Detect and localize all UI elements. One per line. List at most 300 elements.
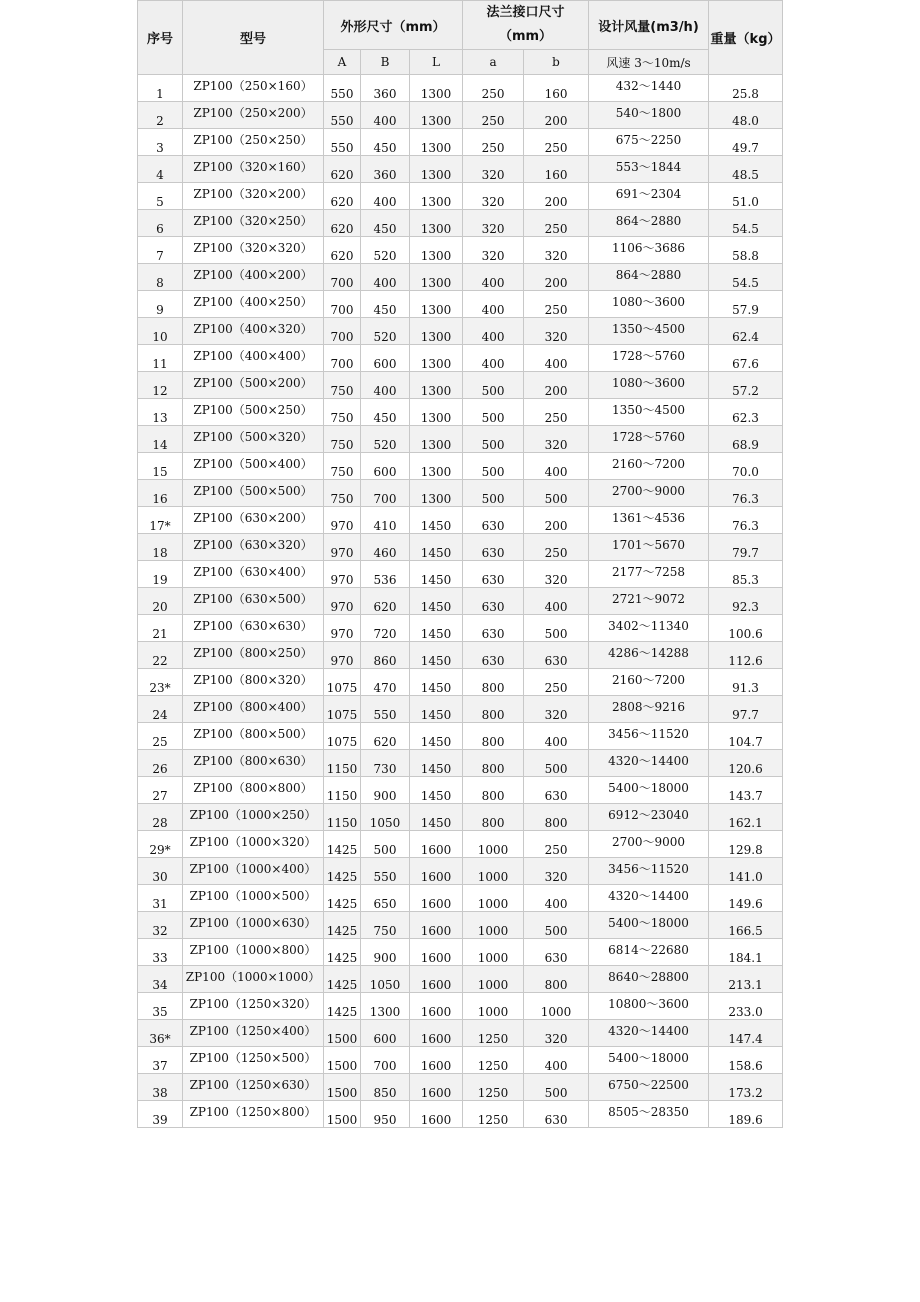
row-b: 800	[524, 966, 589, 993]
header-weight: 重量（kg）	[709, 1, 783, 75]
row-no: 36*	[138, 1020, 183, 1047]
row-b: 200	[524, 102, 589, 129]
row-no: 21	[138, 615, 183, 642]
row-L: 1450	[410, 615, 463, 642]
row-L: 1300	[410, 156, 463, 183]
row-b: 400	[524, 885, 589, 912]
row-b: 160	[524, 156, 589, 183]
row-L: 1600	[410, 1047, 463, 1074]
row-b: 400	[524, 588, 589, 615]
row-a: 1250	[463, 1101, 524, 1128]
row-B: 520	[361, 426, 410, 453]
row-model: ZP100（500×500）	[183, 480, 324, 507]
table-row	[138, 102, 783, 129]
row-A: 700	[324, 264, 361, 291]
row-B: 400	[361, 183, 410, 210]
row-A: 1075	[324, 696, 361, 723]
row-b: 400	[524, 1047, 589, 1074]
row-L: 1600	[410, 912, 463, 939]
row-a: 630	[463, 615, 524, 642]
row-a: 1250	[463, 1020, 524, 1047]
row-model: ZP100（630×320）	[183, 534, 324, 561]
row-B: 620	[361, 723, 410, 750]
row-A: 1425	[324, 885, 361, 912]
row-airflow: 5400～18000	[589, 912, 709, 939]
row-b: 320	[524, 1020, 589, 1047]
row-B: 900	[361, 939, 410, 966]
row-A: 1075	[324, 669, 361, 696]
row-weight: 166.5	[709, 912, 783, 939]
row-A: 750	[324, 480, 361, 507]
row-A: 750	[324, 399, 361, 426]
row-B: 600	[361, 453, 410, 480]
row-B: 360	[361, 75, 410, 102]
row-model: ZP100（630×200）	[183, 507, 324, 534]
row-B: 536	[361, 561, 410, 588]
header-flange	[463, 1, 589, 50]
row-B: 550	[361, 696, 410, 723]
header-a: a	[463, 50, 524, 75]
row-a: 630	[463, 588, 524, 615]
row-weight: 184.1	[709, 939, 783, 966]
row-no: 18	[138, 534, 183, 561]
row-weight: 67.6	[709, 345, 783, 372]
row-a: 500	[463, 372, 524, 399]
row-L: 1300	[410, 480, 463, 507]
row-no: 23*	[138, 669, 183, 696]
table-row	[138, 318, 783, 345]
row-no: 13	[138, 399, 183, 426]
row-b: 1000	[524, 993, 589, 1020]
row-b: 320	[524, 561, 589, 588]
row-b: 630	[524, 642, 589, 669]
row-no: 8	[138, 264, 183, 291]
header-model: 型号	[183, 1, 324, 75]
row-airflow: 4320～14400	[589, 1020, 709, 1047]
row-B: 400	[361, 102, 410, 129]
row-b: 250	[524, 210, 589, 237]
row-L: 1300	[410, 210, 463, 237]
row-B: 450	[361, 210, 410, 237]
row-B: 400	[361, 264, 410, 291]
row-L: 1300	[410, 75, 463, 102]
row-no: 25	[138, 723, 183, 750]
row-b: 500	[524, 615, 589, 642]
row-no: 22	[138, 642, 183, 669]
row-b: 250	[524, 831, 589, 858]
row-L: 1600	[410, 831, 463, 858]
row-weight: 85.3	[709, 561, 783, 588]
row-B: 450	[361, 399, 410, 426]
table-row	[138, 1101, 783, 1128]
row-L: 1450	[410, 804, 463, 831]
row-B: 550	[361, 858, 410, 885]
row-no: 31	[138, 885, 183, 912]
row-airflow: 6814～22680	[589, 939, 709, 966]
row-a: 630	[463, 507, 524, 534]
row-b: 500	[524, 480, 589, 507]
row-weight: 54.5	[709, 264, 783, 291]
row-weight: 54.5	[709, 210, 783, 237]
row-b: 320	[524, 858, 589, 885]
table-row	[138, 669, 783, 696]
row-weight: 112.6	[709, 642, 783, 669]
row-no: 27	[138, 777, 183, 804]
row-A: 970	[324, 561, 361, 588]
row-airflow: 4320～14400	[589, 885, 709, 912]
row-A: 970	[324, 507, 361, 534]
row-model: ZP100（320×250）	[183, 210, 324, 237]
row-weight: 57.9	[709, 291, 783, 318]
row-b: 160	[524, 75, 589, 102]
row-a: 800	[463, 669, 524, 696]
row-airflow: 2700～9000	[589, 831, 709, 858]
row-no: 37	[138, 1047, 183, 1074]
table-row	[138, 426, 783, 453]
row-model: ZP100（250×200）	[183, 102, 324, 129]
header-L: L	[410, 50, 463, 75]
row-a: 320	[463, 156, 524, 183]
row-weight: 158.6	[709, 1047, 783, 1074]
row-a: 400	[463, 318, 524, 345]
row-airflow: 6750～22500	[589, 1074, 709, 1101]
row-model: ZP100（800×800）	[183, 777, 324, 804]
row-b: 250	[524, 129, 589, 156]
table-row	[138, 966, 783, 993]
row-airflow: 864～2880	[589, 264, 709, 291]
row-L: 1450	[410, 561, 463, 588]
row-A: 1500	[324, 1101, 361, 1128]
row-weight: 143.7	[709, 777, 783, 804]
row-airflow: 2177～7258	[589, 561, 709, 588]
row-a: 1000	[463, 831, 524, 858]
row-B: 1300	[361, 993, 410, 1020]
row-weight: 62.4	[709, 318, 783, 345]
row-L: 1600	[410, 1074, 463, 1101]
row-no: 17*	[138, 507, 183, 534]
row-model: ZP100（1000×400）	[183, 858, 324, 885]
row-model: ZP100（800×400）	[183, 696, 324, 723]
row-L: 1600	[410, 1101, 463, 1128]
header-wind-speed: 风速 3～10m/s	[589, 50, 709, 75]
row-B: 450	[361, 291, 410, 318]
row-a: 800	[463, 696, 524, 723]
table-row	[138, 831, 783, 858]
table-row	[138, 453, 783, 480]
row-no: 16	[138, 480, 183, 507]
table-row	[138, 561, 783, 588]
row-model: ZP100（1000×630）	[183, 912, 324, 939]
row-model: ZP100（630×500）	[183, 588, 324, 615]
row-A: 970	[324, 588, 361, 615]
row-B: 470	[361, 669, 410, 696]
row-model: ZP100（250×250）	[183, 129, 324, 156]
row-no: 30	[138, 858, 183, 885]
row-model: ZP100（320×160）	[183, 156, 324, 183]
row-A: 1150	[324, 750, 361, 777]
row-weight: 91.3	[709, 669, 783, 696]
row-no: 19	[138, 561, 183, 588]
row-no: 2	[138, 102, 183, 129]
table-row	[138, 210, 783, 237]
table-row	[138, 912, 783, 939]
row-weight: 149.6	[709, 885, 783, 912]
table-row	[138, 372, 783, 399]
row-b: 630	[524, 1101, 589, 1128]
row-weight: 25.8	[709, 75, 783, 102]
row-weight: 147.4	[709, 1020, 783, 1047]
row-L: 1450	[410, 534, 463, 561]
row-airflow: 8640～28800	[589, 966, 709, 993]
row-A: 700	[324, 291, 361, 318]
row-a: 250	[463, 129, 524, 156]
row-weight: 48.0	[709, 102, 783, 129]
row-a: 320	[463, 183, 524, 210]
row-model: ZP100（1000×320）	[183, 831, 324, 858]
row-B: 460	[361, 534, 410, 561]
row-L: 1450	[410, 777, 463, 804]
row-b: 320	[524, 696, 589, 723]
row-no: 33	[138, 939, 183, 966]
row-B: 520	[361, 318, 410, 345]
row-L: 1450	[410, 669, 463, 696]
row-A: 1500	[324, 1020, 361, 1047]
row-weight: 233.0	[709, 993, 783, 1020]
row-airflow: 540～1800	[589, 102, 709, 129]
row-weight: 68.9	[709, 426, 783, 453]
row-B: 950	[361, 1101, 410, 1128]
row-weight: 62.3	[709, 399, 783, 426]
header-outer-dims: 外形尺寸（mm）	[324, 1, 463, 50]
table-row	[138, 1047, 783, 1074]
row-A: 1150	[324, 804, 361, 831]
row-a: 500	[463, 480, 524, 507]
row-a: 800	[463, 723, 524, 750]
table-row	[138, 75, 783, 102]
row-no: 14	[138, 426, 183, 453]
header-B: B	[361, 50, 410, 75]
row-b: 630	[524, 777, 589, 804]
row-no: 15	[138, 453, 183, 480]
row-B: 500	[361, 831, 410, 858]
row-model: ZP100（1250×800）	[183, 1101, 324, 1128]
table-row	[138, 615, 783, 642]
row-weight: 173.2	[709, 1074, 783, 1101]
row-B: 720	[361, 615, 410, 642]
row-L: 1300	[410, 399, 463, 426]
table-row	[138, 939, 783, 966]
row-airflow: 1080～3600	[589, 291, 709, 318]
row-A: 750	[324, 372, 361, 399]
row-no: 39	[138, 1101, 183, 1128]
row-weight: 141.0	[709, 858, 783, 885]
row-B: 700	[361, 480, 410, 507]
row-A: 700	[324, 345, 361, 372]
row-a: 320	[463, 237, 524, 264]
row-a: 630	[463, 534, 524, 561]
row-a: 400	[463, 264, 524, 291]
row-model: ZP100（1250×630）	[183, 1074, 324, 1101]
row-weight: 97.7	[709, 696, 783, 723]
row-a: 320	[463, 210, 524, 237]
table-row	[138, 588, 783, 615]
row-A: 1500	[324, 1074, 361, 1101]
row-no: 34	[138, 966, 183, 993]
table-row	[138, 696, 783, 723]
row-b: 250	[524, 669, 589, 696]
table-row	[138, 183, 783, 210]
row-L: 1300	[410, 237, 463, 264]
row-airflow: 2160～7200	[589, 669, 709, 696]
row-airflow: 3456～11520	[589, 723, 709, 750]
row-L: 1600	[410, 966, 463, 993]
table-row	[138, 237, 783, 264]
row-b: 400	[524, 723, 589, 750]
table-row	[138, 291, 783, 318]
row-model: ZP100（500×250）	[183, 399, 324, 426]
row-airflow: 8505～28350	[589, 1101, 709, 1128]
row-B: 1050	[361, 966, 410, 993]
row-model: ZP100（400×400）	[183, 345, 324, 372]
table-row	[138, 723, 783, 750]
row-B: 750	[361, 912, 410, 939]
row-model: ZP100（400×320）	[183, 318, 324, 345]
row-L: 1300	[410, 102, 463, 129]
row-A: 1425	[324, 993, 361, 1020]
row-model: ZP100（400×200）	[183, 264, 324, 291]
row-b: 320	[524, 237, 589, 264]
row-B: 400	[361, 372, 410, 399]
row-B: 700	[361, 1047, 410, 1074]
table-row	[138, 156, 783, 183]
row-A: 970	[324, 534, 361, 561]
row-no: 12	[138, 372, 183, 399]
row-model: ZP100（400×250）	[183, 291, 324, 318]
row-A: 1075	[324, 723, 361, 750]
row-A: 1500	[324, 1047, 361, 1074]
row-B: 450	[361, 129, 410, 156]
row-L: 1600	[410, 858, 463, 885]
row-B: 1050	[361, 804, 410, 831]
row-B: 410	[361, 507, 410, 534]
row-airflow: 3456～11520	[589, 858, 709, 885]
row-b: 400	[524, 345, 589, 372]
row-L: 1600	[410, 885, 463, 912]
row-airflow: 4320～14400	[589, 750, 709, 777]
table-row	[138, 480, 783, 507]
row-L: 1600	[410, 1020, 463, 1047]
row-weight: 70.0	[709, 453, 783, 480]
row-L: 1300	[410, 129, 463, 156]
row-A: 1425	[324, 966, 361, 993]
row-model: ZP100（1250×400）	[183, 1020, 324, 1047]
row-a: 250	[463, 102, 524, 129]
row-A: 1425	[324, 831, 361, 858]
row-a: 500	[463, 426, 524, 453]
row-B: 860	[361, 642, 410, 669]
table-row	[138, 399, 783, 426]
row-A: 550	[324, 75, 361, 102]
row-L: 1300	[410, 426, 463, 453]
row-weight: 189.6	[709, 1101, 783, 1128]
row-a: 500	[463, 453, 524, 480]
row-A: 1425	[324, 912, 361, 939]
row-airflow: 1701～5670	[589, 534, 709, 561]
row-weight: 48.5	[709, 156, 783, 183]
header-flange-line1: 法兰接口尺寸	[486, 5, 565, 20]
row-b: 250	[524, 291, 589, 318]
header-airflow: 设计风量(m3/h)	[589, 1, 709, 50]
row-L: 1300	[410, 318, 463, 345]
row-A: 620	[324, 237, 361, 264]
row-airflow: 1350～4500	[589, 399, 709, 426]
row-L: 1450	[410, 723, 463, 750]
row-no: 7	[138, 237, 183, 264]
row-model: ZP100（1000×250）	[183, 804, 324, 831]
row-a: 400	[463, 345, 524, 372]
row-no: 10	[138, 318, 183, 345]
row-B: 520	[361, 237, 410, 264]
row-no: 29*	[138, 831, 183, 858]
row-weight: 76.3	[709, 507, 783, 534]
row-L: 1300	[410, 345, 463, 372]
row-L: 1600	[410, 993, 463, 1020]
row-no: 20	[138, 588, 183, 615]
row-no: 9	[138, 291, 183, 318]
table-row	[138, 885, 783, 912]
table-row	[138, 345, 783, 372]
row-a: 500	[463, 399, 524, 426]
header-A: A	[324, 50, 361, 75]
row-A: 550	[324, 102, 361, 129]
row-b: 500	[524, 750, 589, 777]
row-a: 630	[463, 561, 524, 588]
table-row	[138, 264, 783, 291]
row-L: 1300	[410, 372, 463, 399]
row-no: 1	[138, 75, 183, 102]
row-airflow: 1106～3686	[589, 237, 709, 264]
row-B: 650	[361, 885, 410, 912]
row-airflow: 4286～14288	[589, 642, 709, 669]
row-a: 1250	[463, 1047, 524, 1074]
row-L: 1450	[410, 588, 463, 615]
row-a: 630	[463, 642, 524, 669]
row-weight: 58.8	[709, 237, 783, 264]
row-weight: 120.6	[709, 750, 783, 777]
row-model: ZP100（800×250）	[183, 642, 324, 669]
table-row	[138, 750, 783, 777]
row-model: ZP100（500×320）	[183, 426, 324, 453]
header-flange-line2: （mm）	[498, 29, 553, 44]
row-model: ZP100（630×400）	[183, 561, 324, 588]
row-model: ZP100（630×630）	[183, 615, 324, 642]
row-a: 250	[463, 75, 524, 102]
row-b: 320	[524, 426, 589, 453]
table-row	[138, 507, 783, 534]
row-L: 1450	[410, 750, 463, 777]
row-a: 400	[463, 291, 524, 318]
row-airflow: 2700～9000	[589, 480, 709, 507]
row-L: 1450	[410, 642, 463, 669]
row-airflow: 1728～5760	[589, 426, 709, 453]
row-b: 200	[524, 507, 589, 534]
row-model: ZP100（1000×800）	[183, 939, 324, 966]
header-b: b	[524, 50, 589, 75]
row-airflow: 2721～9072	[589, 588, 709, 615]
row-a: 1000	[463, 966, 524, 993]
row-L: 1450	[410, 507, 463, 534]
row-a: 1000	[463, 885, 524, 912]
